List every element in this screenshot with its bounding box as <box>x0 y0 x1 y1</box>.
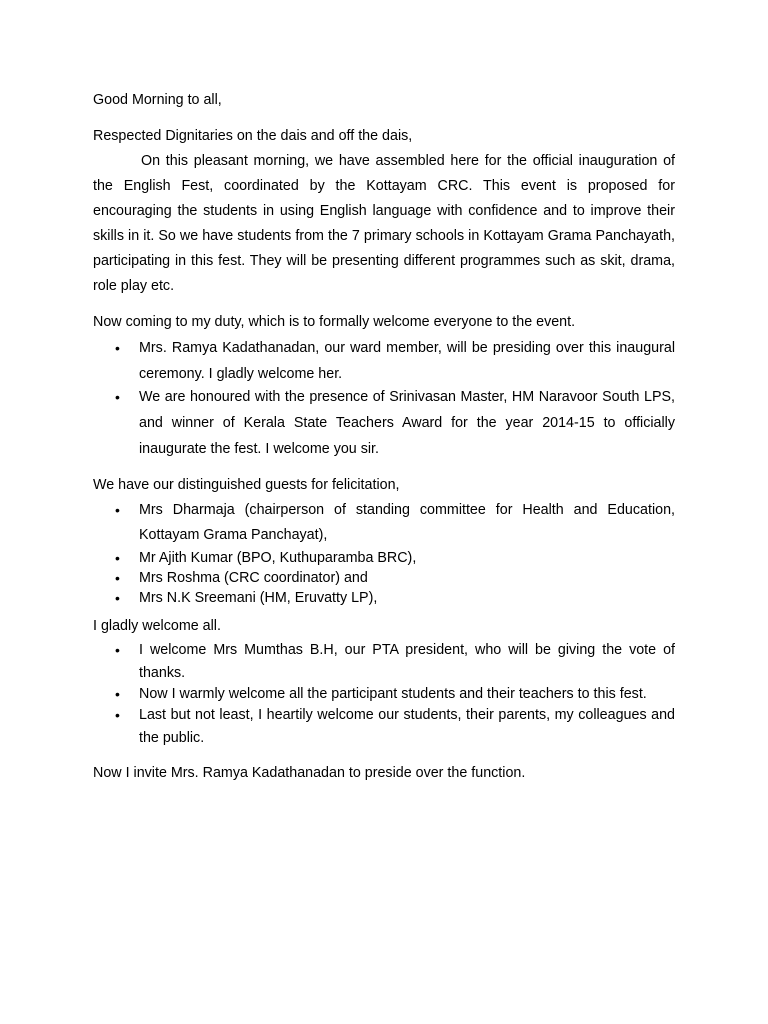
intro-paragraph: On this pleasant morning, we have assembled here for the official inauguration of the English Fest, coordinated by the Kottayam CRC. This event is proposed for encouraging the students in using English language with confidence and to improve their skills in it. So we have students from the 7 primary schools in Kottayam Grama Panchayath, participating in this fest. They will be presenting different programmes such as skit, drama, role play etc. <box>93 153 675 294</box>
closing-list-item <box>93 683 675 706</box>
welcome-item-text: We are honoured with the presence of Srinivasan Master, HM Naravoor South LPS, and winner of Kerala State Teachers Award for the year 2014-15 to officially inaugurate the fest. I welcome you sir. <box>139 389 675 457</box>
closing-item-text: Now I warmly welcome all the participant students and their teachers to this fest. <box>139 686 647 702</box>
guest-item-text: Mrs N.K Sreemani (HM, Eruvatty LP), <box>139 590 378 606</box>
closing-item-text: I welcome Mrs Mumthas B.H, our PTA president, who will be giving the vote of thanks. <box>139 642 675 681</box>
invite-line: Now I invite Mrs. Ramya Kadathanadan to preside over the function. <box>93 765 526 781</box>
bullet-icon: • <box>115 707 120 723</box>
guest-list-item <box>93 588 675 608</box>
welcome-item-text: Mrs. Ramya Kadathanadan, our ward member, will be presiding over this inaugural ceremony. I gladly welcome her. <box>139 340 675 382</box>
bullet-icon: • <box>115 340 120 356</box>
bullet-icon: • <box>115 642 120 658</box>
welcome-list <box>93 335 675 462</box>
bullet-icon: • <box>115 550 120 566</box>
guest-item-text: Mrs Dharmaja (chairperson of standing committee for Health and Education, Kottayam Grama Panchayat), <box>139 502 675 543</box>
guest-list-item <box>93 568 675 588</box>
closing-list <box>93 639 675 750</box>
bullet-icon: • <box>115 389 120 405</box>
welcome-list-item <box>93 384 675 462</box>
closing-item-text: Last but not least, I heartily welcome our students, their parents, my colleagues and the public. <box>139 707 675 746</box>
guests-intro-line: We have our distinguished guests for felicitation, <box>93 477 400 493</box>
welcome-all-line: I gladly welcome all. <box>93 618 221 634</box>
closing-list-item <box>93 704 675 750</box>
duty-line: Now coming to my duty, which is to formally welcome everyone to the event. <box>93 314 576 330</box>
bullet-icon: • <box>115 502 120 518</box>
guest-list-item <box>93 548 675 568</box>
welcome-list-item <box>93 335 675 387</box>
guest-item-text: Mr Ajith Kumar (BPO, Kuthuparamba BRC), <box>139 550 417 566</box>
bullet-icon: • <box>115 686 120 702</box>
guest-list-item <box>93 498 675 548</box>
respected-dignitaries-line: Respected Dignitaries on the dais and off the dais, <box>93 128 413 144</box>
greeting-line: Good Morning to all, <box>93 92 222 108</box>
guest-item-text: Mrs Roshma (CRC coordinator) and <box>139 570 368 586</box>
bullet-icon: • <box>115 570 120 586</box>
closing-list-item <box>93 639 675 685</box>
bullet-icon: • <box>115 590 120 606</box>
guest-list <box>93 498 675 608</box>
